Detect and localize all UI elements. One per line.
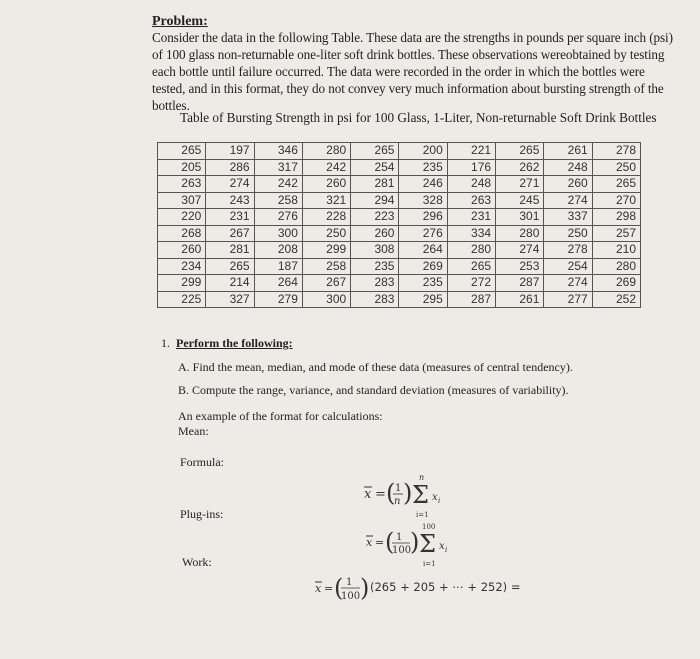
table-cell: 258 — [254, 192, 302, 209]
table-cell: 242 — [254, 176, 302, 193]
table-cell: 299 — [302, 242, 350, 259]
svg-text:): ) — [410, 528, 420, 556]
table-cell: 308 — [351, 242, 399, 259]
table-cell: 272 — [447, 275, 495, 292]
table-cell: 269 — [592, 275, 640, 292]
task-b: B. Compute the range, variance, and standard deviation (measures of variability). — [178, 383, 569, 397]
table-cell: 254 — [544, 258, 592, 275]
table-cell: 283 — [351, 275, 399, 292]
table-row — [158, 291, 641, 308]
table-cell: 317 — [254, 159, 302, 176]
table-cell: 260 — [544, 176, 592, 193]
table-cell: 210 — [592, 242, 640, 259]
table-cell: 271 — [496, 176, 544, 193]
svg-text:=: = — [375, 536, 385, 549]
table-cell: 248 — [544, 159, 592, 176]
table-cell: 262 — [496, 159, 544, 176]
table-cell: 337 — [544, 209, 592, 226]
svg-text:Σ: Σ — [419, 530, 436, 558]
table-cell: 248 — [447, 176, 495, 193]
table-cell: 258 — [302, 258, 350, 275]
table-cell: 264 — [399, 242, 447, 259]
table-cell: 281 — [351, 176, 399, 193]
table-cell: 257 — [592, 225, 640, 242]
table-title: Table of Bursting Strength in psi for 100 Glass, 1-Liter, Non-returnable Soft Drink Bottles — [180, 110, 657, 125]
mean-formula — [362, 470, 462, 522]
table-cell: 265 — [496, 143, 544, 160]
table-row — [158, 143, 641, 160]
table-cell: 296 — [399, 209, 447, 226]
table-cell: 187 — [254, 258, 302, 275]
table-cell: 281 — [206, 242, 254, 259]
table-cell: 214 — [206, 275, 254, 292]
table-cell: 261 — [544, 143, 592, 160]
table-cell: 267 — [302, 275, 350, 292]
table-cell: 300 — [302, 291, 350, 308]
svg-text:): ) — [403, 479, 413, 507]
table-cell: 280 — [447, 242, 495, 259]
table-cell: 294 — [351, 192, 399, 209]
table-cell: 280 — [592, 258, 640, 275]
table-cell: 250 — [302, 225, 350, 242]
svg-text:(: ( — [386, 479, 396, 507]
table-cell: 176 — [447, 159, 495, 176]
table-row — [158, 275, 641, 292]
table-cell: 274 — [544, 275, 592, 292]
table-cell: 301 — [496, 209, 544, 226]
table-cell: 197 — [206, 143, 254, 160]
svg-text:Σ: Σ — [412, 481, 429, 509]
table-cell: 283 — [351, 291, 399, 308]
svg-text:i: i — [445, 546, 448, 554]
task-a: A. Find the mean, median, and mode of these data (measures of central tendency). — [178, 360, 573, 374]
example-label: An example of the format for calculations: — [178, 409, 383, 423]
work-label: Work: — [182, 555, 212, 569]
table-cell: 225 — [158, 291, 206, 308]
table-cell: 274 — [544, 192, 592, 209]
table-cell: 265 — [447, 258, 495, 275]
problem-text: Consider the data in the following Table. These data are the strengths in pounds per square inch (psi) of 100 glass non-returnable one-liter soft drink bottles. These observations wereobtained by testing each bottle until failure occurred. The data were recorded in the order in which the bottles were tested, and in this format, they do not convey very much information about bursting strength of the bottles. — [152, 30, 673, 113]
table-cell: 279 — [254, 291, 302, 308]
table-cell: 269 — [399, 258, 447, 275]
table-cell: 334 — [447, 225, 495, 242]
svg-text:100: 100 — [392, 545, 412, 556]
svg-text:i=1: i=1 — [423, 560, 436, 568]
table-cell: 287 — [496, 275, 544, 292]
table-row — [158, 242, 641, 259]
table-cell: 252 — [592, 291, 640, 308]
table-cell: 208 — [254, 242, 302, 259]
work-expression: (265 + 205 + ⋯ + 252) = — [370, 580, 521, 594]
table-cell: 260 — [302, 176, 350, 193]
table-cell: 268 — [158, 225, 206, 242]
table-cell: 265 — [592, 176, 640, 193]
table-cell: 250 — [544, 225, 592, 242]
problem-heading: Problem: — [152, 14, 208, 29]
table-cell: 277 — [544, 291, 592, 308]
table-cell: 253 — [496, 258, 544, 275]
table-row — [158, 258, 641, 275]
table-cell: 260 — [158, 242, 206, 259]
table-cell: 200 — [399, 143, 447, 160]
table-cell: 295 — [399, 291, 447, 308]
table-cell: 242 — [302, 159, 350, 176]
table-cell: 235 — [399, 159, 447, 176]
table-cell: 221 — [447, 143, 495, 160]
table-cell: 264 — [254, 275, 302, 292]
svg-text:x: x — [366, 536, 373, 549]
plugins-formula — [364, 520, 464, 570]
table-cell: 321 — [302, 192, 350, 209]
svg-text:1: 1 — [396, 532, 403, 543]
task-label: Perform the following: — [176, 336, 293, 350]
svg-text:(: ( — [385, 528, 395, 556]
svg-text:=: = — [324, 582, 334, 595]
table-cell: 254 — [351, 159, 399, 176]
table-cell: 298 — [592, 209, 640, 226]
table-cell: 299 — [158, 275, 206, 292]
table-cell: 276 — [399, 225, 447, 242]
svg-text:(: ( — [334, 574, 344, 602]
table-cell: 287 — [447, 291, 495, 308]
table-cell: 346 — [254, 143, 302, 160]
table-row — [158, 225, 641, 242]
table-cell: 245 — [496, 192, 544, 209]
svg-text:100: 100 — [341, 591, 361, 602]
table-cell: 274 — [496, 242, 544, 259]
table-row — [158, 159, 641, 176]
plugins-label: Plug-ins: — [180, 507, 224, 521]
svg-text:): ) — [360, 574, 370, 602]
table-cell: 267 — [206, 225, 254, 242]
table-cell: 265 — [351, 143, 399, 160]
table-cell: 260 — [351, 225, 399, 242]
table-cell: 231 — [447, 209, 495, 226]
svg-text:1: 1 — [395, 483, 402, 494]
svg-text:i: i — [438, 497, 441, 505]
table-cell: 263 — [158, 176, 206, 193]
svg-text:=: = — [375, 487, 386, 502]
table-cell: 223 — [351, 209, 399, 226]
table-cell: 327 — [206, 291, 254, 308]
table-cell: 280 — [496, 225, 544, 242]
work-formula — [313, 570, 533, 604]
table-cell: 265 — [206, 258, 254, 275]
table-cell: 307 — [158, 192, 206, 209]
table-cell: 235 — [351, 258, 399, 275]
table-cell: 270 — [592, 192, 640, 209]
table-cell: 278 — [544, 242, 592, 259]
formula-label: Formula: — [180, 455, 224, 469]
table-cell: 205 — [158, 159, 206, 176]
svg-text:x: x — [432, 492, 438, 503]
mean-label: Mean: — [178, 424, 209, 438]
table-cell: 231 — [206, 209, 254, 226]
svg-text:i=1: i=1 — [416, 511, 429, 519]
table-cell: 261 — [496, 291, 544, 308]
table-cell: 235 — [399, 275, 447, 292]
svg-text:n: n — [419, 473, 425, 482]
svg-text:1: 1 — [346, 577, 353, 588]
table-row — [158, 176, 641, 193]
svg-text:x: x — [439, 541, 445, 552]
task-heading — [161, 336, 293, 351]
task-number: 1. — [161, 336, 170, 350]
table-cell: 246 — [399, 176, 447, 193]
table-cell: 250 — [592, 159, 640, 176]
table-cell: 234 — [158, 258, 206, 275]
table-cell: 263 — [447, 192, 495, 209]
svg-text:100: 100 — [422, 523, 436, 531]
table-row — [158, 192, 641, 209]
table-cell: 286 — [206, 159, 254, 176]
table-cell: 278 — [592, 143, 640, 160]
svg-text:x: x — [315, 582, 322, 595]
table-cell: 280 — [302, 143, 350, 160]
bursting-strength-table — [157, 142, 641, 308]
table-cell: 274 — [206, 176, 254, 193]
table-cell: 228 — [302, 209, 350, 226]
svg-text:x: x — [364, 487, 372, 502]
table-cell: 276 — [254, 209, 302, 226]
table-cell: 243 — [206, 192, 254, 209]
table-cell: 300 — [254, 225, 302, 242]
table-row — [158, 209, 641, 226]
table-cell: 265 — [158, 143, 206, 160]
svg-text:n: n — [394, 496, 401, 507]
table-cell: 328 — [399, 192, 447, 209]
table-cell: 220 — [158, 209, 206, 226]
